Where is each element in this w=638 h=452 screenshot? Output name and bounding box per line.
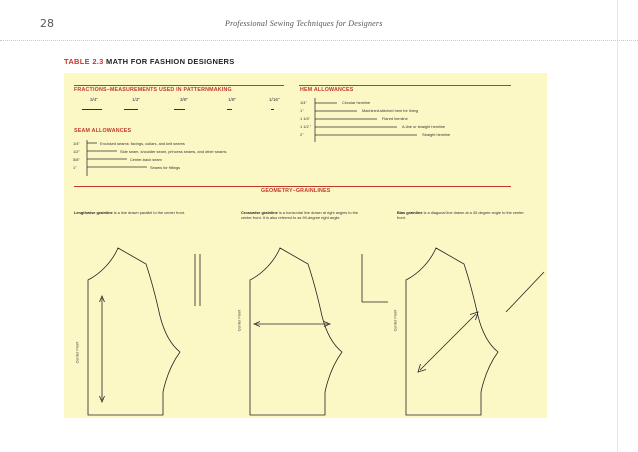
hem-size: 1 1/2 ": [300, 124, 312, 129]
fraction-item: 1/2": [132, 97, 141, 102]
seam-size: 5/8": [73, 157, 80, 162]
seam-size: 1/4": [73, 141, 80, 146]
fraction-item: 1/16": [269, 97, 280, 102]
table-title-text: MATH FOR FASHION DESIGNERS: [106, 57, 235, 66]
fraction-line: [271, 109, 274, 110]
crosswise-pattern: [240, 240, 390, 420]
bias-description: [397, 210, 527, 220]
fraction-item: 3/8": [180, 97, 189, 102]
seam-size: 1": [73, 165, 77, 170]
bias-text: is a diagonal line drawn at a 45 degree angle to the center front.: [397, 210, 524, 221]
geometry-heading: GEOMETRY–GRAINLINES: [261, 188, 331, 194]
hem-label: A-line or straight hemline: [402, 124, 446, 129]
hem-label: Machined-stitched hem for lining: [362, 108, 419, 113]
fraction-item: 1/8": [228, 97, 237, 102]
center-front-label: Center Front: [392, 309, 398, 332]
geometry-rule: [74, 186, 511, 187]
lengthwise-pattern: [78, 240, 238, 420]
fraction-line: [174, 109, 185, 110]
seam-label: Center-back seam: [130, 157, 162, 162]
crosswise-term: Crosswise grainline: [241, 210, 278, 215]
hem-label: Flared hemline: [382, 116, 408, 121]
seam-allowances-heading: SEAM ALLOWANCES: [74, 128, 132, 134]
center-front-label: Center Front: [74, 341, 80, 364]
seam-size: 1/2": [73, 149, 80, 154]
fractions-rule: [74, 85, 284, 86]
hem-rule: [299, 85, 511, 86]
hem-label: Circular hemline: [342, 100, 371, 105]
lengthwise-description: [74, 210, 224, 215]
hem-size: 1/4": [300, 100, 307, 105]
fraction-item: 3/4": [90, 97, 99, 102]
lengthwise-term: Lengthwise grainline: [74, 210, 113, 215]
seam-label: Side seam, shoulder seam, princess seams, and other seams: [120, 149, 227, 154]
hem-size: 2": [300, 132, 304, 137]
bias-pattern: [396, 240, 546, 420]
fraction-line: [82, 109, 102, 110]
fraction-line: [124, 109, 138, 110]
table-panel: [64, 73, 547, 418]
table-number: TABLE 2.3: [64, 57, 104, 66]
center-front-label: Center Front: [236, 309, 242, 332]
table-title: [64, 57, 235, 66]
header-divider: [0, 40, 638, 41]
seam-label: Seams for fittings: [150, 165, 181, 170]
lengthwise-text: is a line drawn parallel to the center front.: [112, 210, 185, 215]
hem-size: 1 1/4": [300, 116, 311, 121]
page-number: 28: [40, 17, 54, 30]
page-edge: [617, 0, 618, 452]
hem-label: Straight hemline: [422, 132, 451, 137]
running-head: Professional Sewing Techniques for Designers: [225, 19, 383, 28]
bias-term: Bias grainline: [397, 210, 423, 215]
crosswise-text: is a horizontal line drawn at right angles to the center front. It is also referred to as 90-degree right angle.: [241, 210, 359, 221]
hem-allowances-heading: HEM ALLOWANCES: [300, 87, 354, 93]
fraction-line: [227, 109, 232, 110]
fractions-heading: FRACTIONS–MEASUREMENTS USED IN PATTERNMAKING: [74, 87, 232, 93]
hem-allowance-diagram: [309, 98, 449, 146]
hem-size: 1": [300, 108, 304, 113]
crosswise-description: [241, 210, 361, 220]
seam-label: Enclosed seams: facings, collars, and knit seams: [100, 141, 185, 146]
